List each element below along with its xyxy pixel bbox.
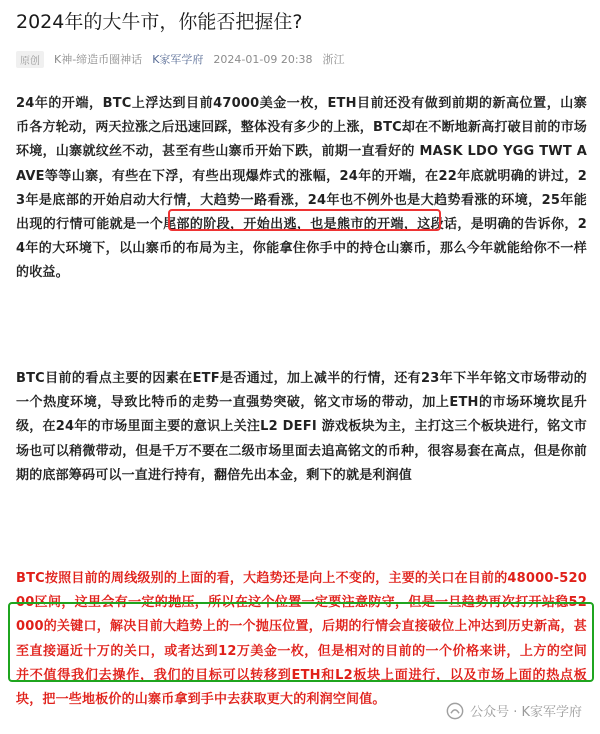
highlight-box-green — [8, 602, 594, 682]
paragraph-3: BTC按照目前的周线级别的上面的看，大趋势还是向上不变的，主要的关口在目前的48000-52000区间，这里会有一定的抛压，所以在这个位置一定要注意防守，但是一旦趋势再次打开站稳52000的关键口，解决目前大趋势上的一个抛压位置，后期的行情会直接破位上冲达到历史新高，甚至直接逼近十万的关口，或者达到12万美金一枚，但是相对的目前的一个价格来讲，上方的空间并不值得我们去操作，我们的目标可以转移到ETH和L2板块上面进行，以及市场上面的热点板块，把一些地板价的山寨币拿到手中去获取更大的利润空间值。 — [16, 571, 587, 708]
watermark — [444, 701, 584, 720]
article-title: 2024年的大牛市，你能否把握住? — [16, 11, 303, 33]
wechat-official-account-icon — [446, 702, 464, 720]
paragraph-2: BTC目前的看点主要的因素在ETF是否通过，加上减半的行情，还有23年下半年铭文市场带动的一个热度环境，导致比特币的走势一直强势突破，铭文市场的带动，加上ETH的市场环境坎昆升级，在24年的市场里面主要的意识上关注L2 DEFI 游戏板块为主，主打这三个板块进行，铭文市场也可以稍微带动，但是千万不要在二级市场里面去追高铭文的币种，很容易套在高点，但是你前期的底部筹码可以一直进行持有，翻倍先出本金，剩下的就是利润值 — [16, 371, 587, 483]
publish-date: 2024-01-09 20:38 — [213, 52, 313, 66]
publish-location: 浙江 — [322, 53, 345, 66]
author-name: K神-缔造币圈神话 — [54, 53, 143, 66]
highlight-box-red — [168, 209, 441, 231]
account-link[interactable]: K家军学府 — [152, 53, 204, 66]
paragraph-1: 24年的开端，BTC上浮达到目前47000美金一枚，ETH目前还没有做到前期的新高位置，山寨币各方轮动，两天拉涨之后迅速回踩，整体没有多少的上涨，BTC却在不断地新高打破目前的市场环境，山寨就纹丝不动，甚至有些山寨币开始下跌，前期一直看好的 MASK LDO YGG TWT AAVE等等山寨，有些在下浮，有些出现爆炸式的涨幅，24年的开端，在22年底就明确的讲过，23年是底部的开始启动大行情，大趋势一路看涨，24年也不例外也是大趋势看涨的环境，25年能出现的行情可能就是一个尾部的阶段，开始出逃，也是熊市的开端，这段话，是明确的告诉你，24年的大环境下，以山寨币的布局为主，你能拿住你手中的持仓山寨币，那么今年就能给你不一样的收益。 — [16, 96, 587, 281]
original-tag: 原创 — [16, 51, 44, 68]
article-meta — [16, 50, 345, 68]
watermark-text: 公众号 · K家军学府 — [470, 705, 582, 720]
